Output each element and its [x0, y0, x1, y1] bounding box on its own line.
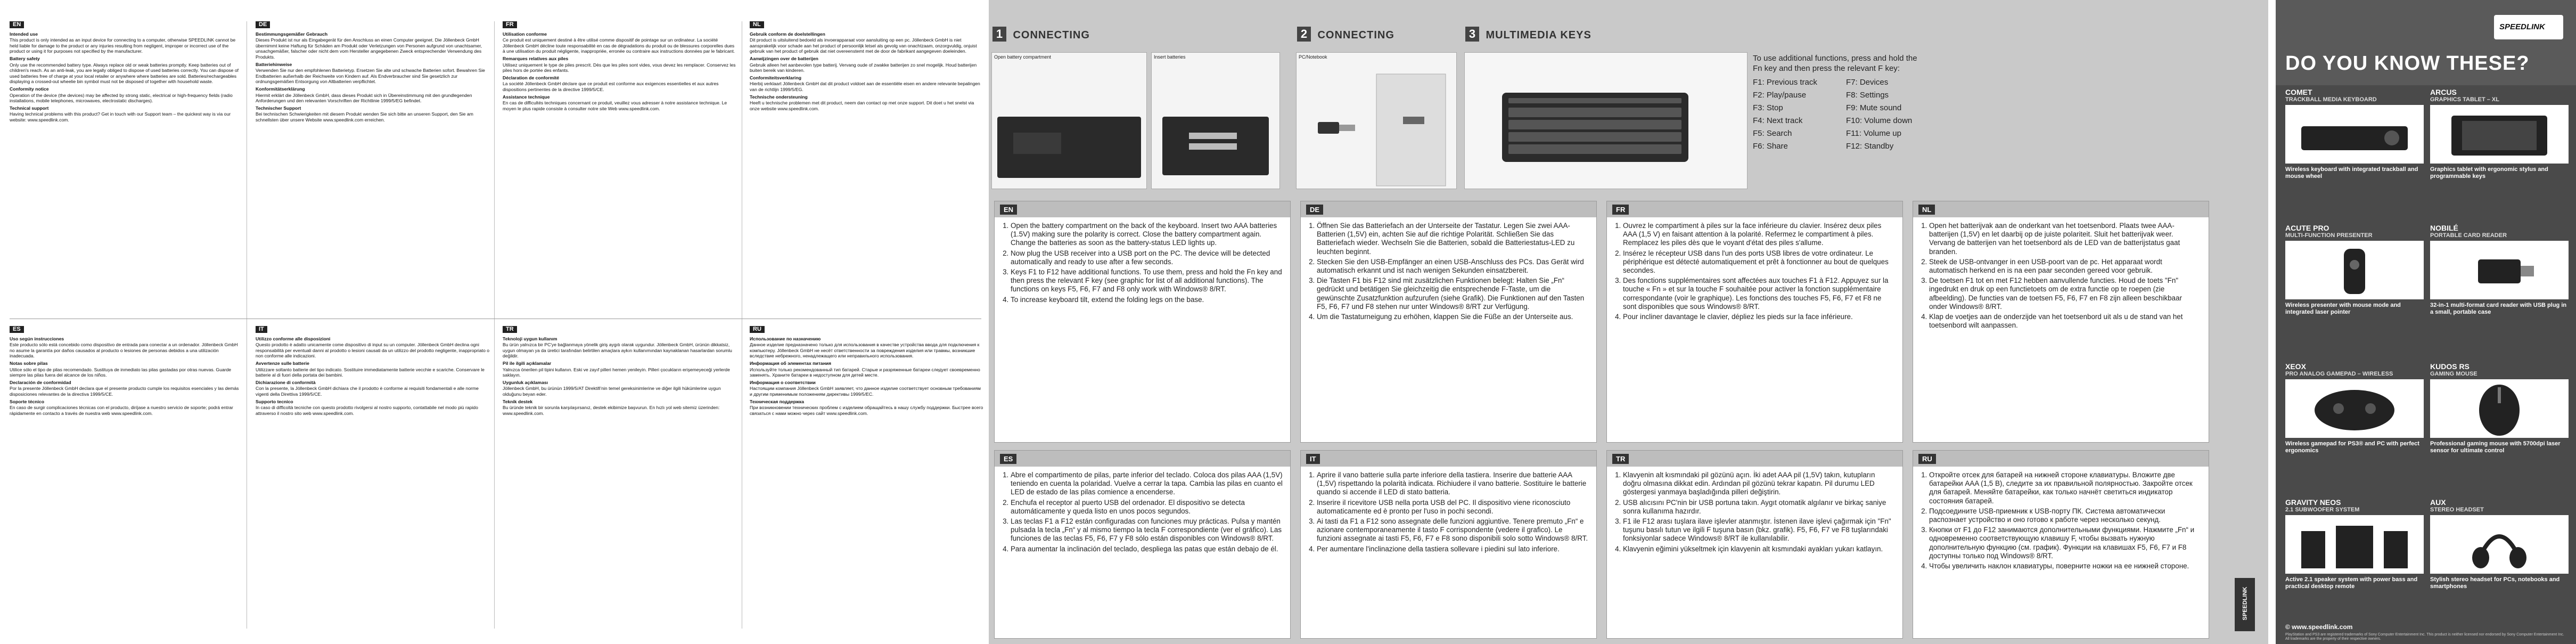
- instructions-nl: [1913, 201, 2209, 443]
- section-text: Having technical problems with this product? Get in touch with our Support team – the quickest way is via our website: www.speedlink.com.: [10, 111, 231, 123]
- product-image: [2430, 515, 2569, 574]
- section-title: Konformitätserklärung: [256, 86, 305, 92]
- section-title: Информация об элементах питания: [750, 360, 832, 366]
- instruction-step: 4. Чтобы увеличить наклон клавиатуры, поверните ножки на ее нижней стороне.: [1929, 562, 2201, 570]
- step-number: 2: [1297, 27, 1311, 42]
- product-image: [2285, 105, 2424, 164]
- section-text: Utilice sólo el tipo de pilas recomendado. Sustituya de inmediato las pilas gastadas por otras nuevas. Guarde siempre las pilas fuera del alcance de los niños.: [10, 366, 232, 378]
- section-title: Technische ondersteuning: [750, 94, 808, 100]
- instruction-step: 4. Klavyenin eğimini yükseltmek için klavyenin alt kısmındaki ayakları yukarı katlayın.: [1623, 545, 1895, 553]
- section-title: Gebruik conform de doelstellingen: [750, 31, 825, 37]
- language-code: DE: [256, 21, 270, 28]
- step-1-header: [992, 27, 1090, 42]
- section-text: Verwenden Sie nur den empfohlenen Batterietyp. Ersetzen Sie alte und schwache Batterien sofort. Bewahren Sie Endbatterien außerhalb der Reichweite von Kindern auf. Als Endverbraucher sind Sie gesetzlich zur ordnungsgemäßen Entsorgung von Altbatterien verpflichtet.: [256, 68, 485, 85]
- language-code: EN: [1000, 205, 1017, 215]
- section-title: Batteriehinweise: [256, 61, 292, 67]
- section-text: Dieses Produkt ist nur als Eingabegerät für den Anschluss an einen Computer geeignet. Die Jöllenbeck GmbH übernimmt keine Haftung für Schäden am Produkt oder Verletzungen von Personen aufgrund von unachtsamer, unsachgemäßer, falscher oder nicht dem vom Hersteller angegebenen Zweck entsprechender Verwendung des Produkts.: [256, 37, 482, 60]
- section-title: Teknoloji uygun kullanım: [503, 336, 557, 341]
- section-text: En caso de surgir complicaciones técnicas con el producto, diríjase a nuestro servicio de soporte; podrá entrar rápidamente en contacto a través de nuestra web www.speedlink.com.: [10, 405, 233, 416]
- language-code: ES: [1000, 454, 1016, 464]
- section-text: Используйте только рекомендованный тип батарей. Старые и разряженные батареи следует своевременно заменять. Храните батареи в недоступном для детей месте.: [750, 366, 980, 378]
- instructions-ru: [1913, 450, 2209, 639]
- step-title: MULTIMEDIA KEYS: [1486, 29, 1591, 42]
- brand-name: SPEEDLINK: [2499, 22, 2545, 31]
- instruction-step: 4. To increase keyboard tilt, extend the folding legs on the base.: [1011, 296, 1283, 304]
- product-ad-panel: [2276, 0, 2576, 644]
- product-description: Graphics tablet with ergonomic stylus and programmable keys: [2430, 166, 2548, 180]
- side-brand-label: SPEEDLINK: [2242, 586, 2249, 621]
- section-title: Remarques relatives aux piles: [503, 55, 569, 61]
- section-text: Hiermit erklärt die Jöllenbeck GmbH, dass dieses Produkt sich in Übereinstimmung mit den grundlegenden Anforderungen und den relevanten Vorschriften der Richtlinie 1999/5/EG befindet.: [256, 92, 472, 104]
- section-text: Gebruik alleen het aanbevolen type batterij. Vervang oude of zwakke batterijen zo snel mogelijk. Houd batterijen buiten bereik van kinderen.: [750, 62, 977, 74]
- product-card: [2285, 498, 2424, 590]
- instruction-step: 2. Now plug the USB receiver into a USB port on the PC. The device will be detected automatically and ready to use after a few seconds.: [1011, 249, 1283, 266]
- multimedia-list-right: [1846, 76, 1912, 153]
- product-card: [2430, 88, 2569, 180]
- fn-key-item: F10: Volume down: [1846, 116, 1913, 125]
- instruction-step: 3. Keys F1 to F12 have additional functions. To use them, press and hold the Fn key and then press the relevant F key (see graphic for list of all additional functions). The functions on keys F5, F6, F7 and F8 only work with Windows® 8/RT.: [1011, 268, 1283, 294]
- product-card: [2285, 88, 2424, 180]
- product-subtitle: PRO ANALOG GAMEPAD – WIRELESS: [2285, 371, 2393, 377]
- section-title: Supporto tecnico: [256, 398, 293, 404]
- pc-notebook-photo: [1296, 52, 1457, 189]
- product-description: Wireless gamepad for PS3® and PC with perfect ergonomics: [2285, 441, 2419, 454]
- section-title: Notas sobre pilas: [10, 360, 48, 366]
- fn-key-item: F4: Next track: [1753, 116, 1803, 125]
- language-code: DE: [1306, 205, 1323, 215]
- instruction-step: 4. Um die Tastaturneigung zu erhöhen, klappen Sie die Füße an der Unterseite aus.: [1317, 313, 1589, 321]
- product-description: Wireless keyboard with integrated trackball and mouse wheel: [2285, 166, 2418, 180]
- product-card: [2430, 498, 2569, 590]
- language-code: FR: [1612, 205, 1629, 215]
- section-title: Техническая поддержка: [750, 398, 804, 404]
- product-subtitle: GRAPHICS TABLET – XL: [2430, 96, 2499, 103]
- instruction-step: 1. Open the battery compartment on the back of the keyboard. Insert two AAA batteries (1.5V) making sure the polarity is correct. Close the battery compartment again. Change the batteries as soon as the battery-status LED lights up.: [1011, 222, 1283, 248]
- section-title: Technical support: [10, 105, 49, 111]
- instruction-panel: [989, 0, 2268, 644]
- language-code: IT: [1306, 454, 1320, 464]
- safety-column-es: [10, 326, 244, 624]
- keyboard-illustration: [1464, 52, 1748, 189]
- step-title: CONNECTING: [1317, 29, 1394, 42]
- instructions-fr: [1606, 201, 1903, 443]
- section-title: Déclaration de conformité: [503, 75, 560, 80]
- instruction-step: 1. Aprire il vano batterie sulla parte inferiore della tastiera. Inserire due batterie AAA (1,5V) rispettando la polarità indicata. Richiudere il vano batterie. Sostituire le batterie quando si accende il LED di stato batteria.: [1317, 471, 1589, 497]
- product-subtitle: MULTI-FUNCTION PRESENTER: [2285, 232, 2373, 239]
- instruction-step: 1. Ouvrez le compartiment à piles sur la face inférieure du clavier. Insérez deux piles AAA (1,5 V) en faisant attention à la polarité. Refermez le compartiment à piles. Remplacez les piles dès que le voyant d'état des piles s'allume.: [1623, 222, 1895, 248]
- section-text: This product is only intended as an input device for connecting to a computer, otherwise SPEEDLINK cannot be held liable for damage to the product or any injuries resulting from negligent, improper or incorrect use of the product or using it for purposes not specified by the manufacturer.: [10, 37, 236, 54]
- product-image: [2430, 241, 2569, 299]
- photo-caption: Open battery compartment: [994, 54, 1052, 60]
- product-description: 32-in-1 multi-format card reader with USB plug in a small, portable case: [2430, 302, 2567, 315]
- section-text: Dit product is uitsluitend bedoeld als invoerapparaat voor aansluiting op een pc. Jöllenbeck GmbH is niet aansprakelijk voor schade aan het product of persoonlijk letsel als gevolg van onachtzaam, onzorgvuldig, onjuist gebruik van het product of gebruik dat niet overeenstemt met de door de fabrikant aangegeven doeleinden.: [750, 37, 977, 54]
- section-title: Intended use: [10, 31, 38, 37]
- website-link[interactable]: © www.speedlink.com: [2285, 623, 2353, 631]
- product-image: [2430, 379, 2569, 438]
- product-card: [2430, 362, 2569, 454]
- section-title: Technischer Support: [256, 105, 301, 111]
- product-description: Wireless presenter with mouse mode and integrated laser pointer: [2285, 302, 2401, 315]
- instruction-step: 4. Para aumentar la inclinación del teclado, despliega las patas que están debajo de él.: [1011, 545, 1283, 553]
- section-title: Declaración de conformidad: [10, 379, 71, 385]
- language-code: RU: [1918, 454, 1936, 464]
- section-text: Данное изделие предназначено только для использования в качестве устройства ввода для подключения к компьютеру. Jöllenbeck GmbH не несёт ответственности за повреждения изделия или травмы, возникшие вследствие небрежного, ненадлежащего или неправильного использования.: [750, 342, 980, 359]
- product-name: ACUTE PRO: [2285, 224, 2329, 232]
- instruction-step: 2. Enchufa el receptor al puerto USB del ordenador. El dispositivo se detecta automáticamente y queda listo en unos pocos segundos.: [1011, 499, 1283, 516]
- fn-key-item: F11: Volume up: [1846, 129, 1901, 138]
- product-name: XEOX: [2285, 362, 2306, 371]
- section-title: Dichiarazione di conformità: [256, 379, 316, 385]
- photo-caption: Insert batteries: [1154, 54, 1186, 60]
- instruction-step: 3. Die Tasten F1 bis F12 sind mit zusätzlichen Funktionen belegt: Halten Sie „Fn“ gedrückt und betätigen Sie gleichzeitig die entsprechende F-Taste, um die gewünschte Zusatzfunktion aufzurufen (siehe Grafik). Die Funktionen auf den Tasten F5, F6, F7 und F8 stehen nur unter Windows® 8/RT zur Verfügung.: [1317, 276, 1589, 311]
- language-code: TR: [503, 326, 517, 333]
- section-text: Operation of the device (the devices) may be affected by strong static, electrical or high-frequency fields (radio installations, mobile telephones, microwaves, electrostatic discharges).: [10, 92, 233, 104]
- language-code: FR: [503, 21, 517, 28]
- safety-column-tr: [503, 326, 737, 624]
- instructions-de: [1300, 201, 1597, 443]
- section-text: Yalnızca önerilen pil tipini kullanın. Eski ve zayıf pilleri hemen yenileyin. Pilleri çocukların erişemeyeceği yerlerde saklayın.: [503, 366, 730, 378]
- brand-logo: [2494, 15, 2563, 39]
- instruction-step: 3. Кнопки от F1 до F12 занимаются дополнительными функциями. Нажмите „Fn“ и одновременно соответствующую клавишу F, чтобы вызвать нужную дополнительную функцию (см. график). Функции на клавишах F5, F6, F7 и F8 доступны только под Windows® 8/RT.: [1929, 526, 2201, 560]
- language-code: TR: [1612, 454, 1629, 464]
- insert-batteries-photo: [1151, 52, 1280, 189]
- instruction-step: 2. Подсоедините USB-приемник к USB-порту ПК. Система автоматически распознает устройство и оно готово к работе через несколько секунд.: [1929, 507, 2201, 524]
- section-text: Utilisez uniquement le type de piles prescrit. Dès que les piles sont vides, vous devez les remplacer. Conservez les piles hors de portée des enfants.: [503, 62, 736, 74]
- product-name: AUX: [2430, 498, 2446, 507]
- section-text: Only use the recommended battery type. Always replace old or weak batteries promptly. Keep batteries out of children's reach. As an anti-leak, you are legally obliged to dispose of used batteries correctly. You can dispose of used batteries free of charge at your local retailer or anywhere where batteries are sold. Batteries/rechargeables displaying a crossed-out wheelie bin symbol must not be disposed of together with household waste.: [10, 62, 239, 85]
- instructions-it: [1300, 450, 1597, 639]
- section-text: Bu ürün yalnızca bir PC'ye bağlanmaya yönelik giriş aygıtı olarak uygundur. Jöllenbeck GmbH, ürünün dikkatsiz, uygun olmayan ya da üretici tarafından belirtilen amaçlara aykırı kullanımından kaynaklanan hasarlardan sorumlu değildir.: [503, 342, 732, 359]
- section-text: Por la presente Jöllenbeck GmbH declara que el presente producto cumple los requisitos esenciales y las demás disposiciones relevantes de la directiva 1999/5/CE.: [10, 386, 239, 397]
- section-title: Использование по назначению: [750, 336, 821, 341]
- instruction-step: 2. Stecken Sie den USB-Empfänger an einen USB-Anschluss des PCs. Das Gerät wird automatisch erkannt und ist nach wenigen Sekunden einsatzbereit.: [1317, 258, 1589, 275]
- step-number: 1: [992, 27, 1006, 42]
- product-name: NOBILÉ: [2430, 224, 2458, 232]
- section-title: Информация о соответствии: [750, 379, 816, 385]
- section-title: Pil ile ilgili açıklamalar: [503, 360, 552, 366]
- section-text: In caso di difficoltà tecniche con questo prodotto rivolgersi al nostro supporto, contattabile nel modo più rapido attraverso il nostro sito web www.speedlink.com.: [256, 405, 478, 416]
- product-subtitle: TRACKBALL MEDIA KEYBOARD: [2285, 96, 2377, 103]
- instruction-step: 3. F1 ile F12 arası tuşlara ilave işlevler atanmıştır. İstenen ilave işlevi çağırmak için "Fn" tuşunu basılı tutun ve ilgili F tuşuna basın (bkz. grafik). F5, F6, F7 ve F8 tuşlarındaki fonksiyonlar sadece Windows® 8/RT ile kullanılabilir.: [1623, 517, 1895, 543]
- product-image: [2285, 379, 2424, 438]
- instruction-step: 1. Abre el compartimento de pilas, parte inferior del teclado. Coloca dos pilas AAA (1,5V) teniendo en cuenta la polaridad. Vuelve a cerrar la tapa. Cambia las pilas en cuanto el LED de estado de las pilas comience a encenderse.: [1011, 471, 1283, 497]
- battery-compartment-photo: [991, 52, 1147, 189]
- instruction-step: 2. USB alıcısını PC'nin bir USB portuna takın. Aygıt otomatik algılanır ve birkaç saniye sonra kullanıma hazırdır.: [1623, 499, 1895, 516]
- ad-headline: DO YOU KNOW THESE?: [2285, 52, 2530, 75]
- section-title: Bestimmungsgemäßer Gebrauch: [256, 31, 328, 37]
- product-name: COMET: [2285, 88, 2312, 96]
- product-image: [2285, 515, 2424, 574]
- instruction-step: 2. Inserire il ricevitore USB nella porta USB del PC. Il dispositivo viene riconosciuto automaticamente ed è pronto per l'uso in pochi secondi.: [1317, 499, 1589, 516]
- product-subtitle: STEREO HEADSET: [2430, 507, 2484, 513]
- fn-key-item: F1: Previous track: [1753, 78, 1817, 87]
- section-text: Bei technischen Schwierigkeiten mit diesem Produkt wenden Sie sich bitte an unseren Support, den Sie am schnellsten über unsere Website www.speedlink.com erreichen.: [256, 111, 473, 123]
- section-title: Conformiteitsverklaring: [750, 75, 801, 80]
- safety-column-fr: [503, 21, 737, 314]
- section-title: Uygunluk açıklaması: [503, 379, 548, 385]
- section-title: Utilizzo conforme alle disposizioni: [256, 336, 331, 341]
- product-description: Active 2.1 speaker system with power bass and practical desktop remote: [2285, 576, 2418, 590]
- safety-column-ru: [750, 326, 984, 624]
- fn-key-item: F9: Mute sound: [1846, 103, 1902, 112]
- step-title: CONNECTING: [1013, 29, 1090, 42]
- section-text: Hierbij verklaart Jöllenbeck GmbH dat dit product voldoet aan de essentiële eisen en andere relevante bepalingen van de richtlijn 1999/5/EG.: [750, 81, 980, 92]
- product-name: ARCUS: [2430, 88, 2457, 96]
- product-description: Stylish stereo headset for PCs, notebooks and smartphones: [2430, 576, 2560, 590]
- product-name: GRAVITY NEOS: [2285, 498, 2341, 507]
- language-code: EN: [10, 21, 24, 28]
- instructions-en: [994, 201, 1291, 443]
- section-text: La société Jöllenbeck GmbH déclare que ce produit est conforme aux exigences essentielles et aux autres dispositions pertinentes de la directive 1999/5/CE.: [503, 81, 719, 92]
- product-subtitle: GAMING MOUSE: [2430, 371, 2477, 377]
- section-title: Aanwijzingen over de batterijen: [750, 55, 818, 61]
- product-card: [2285, 224, 2424, 316]
- section-text: Jöllenbeck GmbH, bu ürünün 1999/5/AT Direktifi'nin temel gereksinimlerine ve diğer ilgili hükümlerine uygun olduğunu beyan eder.: [503, 386, 721, 397]
- section-title: Assistance technique: [503, 94, 550, 100]
- section-text: Настоящим компания Jöllenbeck GmbH заявляет, что данное изделие соответствует основным требованиям и другим применимым положениям директивы 1999/5/EC.: [750, 386, 981, 397]
- step-3-header: [1465, 27, 1591, 42]
- section-text: При возникновении технических проблем с изделием обращайтесь в нашу службу поддержки. Быстрее всего связаться с нами можно через сайт www.speedlink.com.: [750, 405, 983, 416]
- instruction-step: 1. Open het batterijvak aan de onderkant van het toetsenbord. Plaats twee AAA-batterijen (1,5V) en let daarbij op de juiste polariteit. Sluit het batterijvak weer. Vervang de batterijen van het toetsenbord als de LED van de batterijstatus gaat branden.: [1929, 222, 2201, 256]
- fn-key-item: F3: Stop: [1753, 103, 1783, 112]
- language-code: NL: [750, 21, 764, 28]
- photo-caption: PC/Notebook: [1299, 54, 1327, 60]
- fn-key-item: F8: Settings: [1846, 91, 1889, 100]
- product-image: [2285, 241, 2424, 299]
- product-image: [2430, 105, 2569, 164]
- section-text: Utilizzare soltanto batterie del tipo indicato. Sostituire immediatamente batterie vecchie e scariche. Conservare le batterie al di fuori della portata dei bambini.: [256, 366, 485, 378]
- instruction-step: 3. Ai tasti da F1 a F12 sono assegnate delle funzioni aggiuntive. Tenere premuto „Fn“ e azionare contemporaneamente il tasto F corrispondente (vedere il grafico). Le funzioni assegnate ai tasti F5, F6, F7 e F8 sono disponibili solo sotto Windows® 8/RT.: [1317, 517, 1589, 543]
- instruction-step: 4. Per aumentare l'inclinazione della tastiera sollevare i piedini sul lato inferiore.: [1317, 545, 1589, 553]
- section-text: Este producto sólo está concebido como dispositivo de entrada para conectar a un ordenador. Jöllenbeck GmbH no asume la garantía por daños causados al producto o lesiones de personas debidos a una utilización inadecuada.: [10, 342, 238, 359]
- language-code: IT: [256, 326, 267, 333]
- product-card: [2285, 362, 2424, 454]
- legal-footer: PlayStation and PS3 are registered trademarks of Sony Computer Entertainment Inc. This product is neither licensed nor endorsed by Sony Computer Entertainment Inc. All trademarks are the property of their respective owners.: [2285, 633, 2564, 641]
- instruction-step: 3. De toetsen F1 tot en met F12 hebben aanvullende functies. Houd de toets "Fn" ingedrukt en druk op een functietoets om de extra functie op te roepen (zie afbeelding). De functies van de toetsen F5, F6, F7 en F8 zijn alleen beschikbaar onder Windows® 8/RT.: [1929, 276, 2201, 311]
- instruction-step: 1. Öffnen Sie das Batteriefach an der Unterseite der Tastatur. Legen Sie zwei AAA-Batterien (1,5V) ein, achten Sie auf die richtige Polarität. Schließen Sie das Batteriefach wieder. Wechseln Sie die Batterien, sobald die Batteriestatus-LED zu leuchten beginnt.: [1317, 222, 1589, 256]
- language-code: RU: [750, 326, 765, 333]
- section-title: Soporte técnico: [10, 398, 44, 404]
- multimedia-list-left: [1753, 76, 1817, 153]
- product-description: Professional gaming mouse with 5700dpi laser sensor for ultimate control: [2430, 441, 2561, 454]
- step-number: 3: [1465, 27, 1479, 42]
- section-text: Ce produit est uniquement destiné à être utilisé comme dispositif de pointage sur un ordinateur. La société Jöllenbeck GmbH décline toute responsabilité en cas de dégradations du produit ou de blessures corporelles dues à une utilisation du produit négligente, inappropriée, erronée ou contraire aux instructions données par le fabricant.: [503, 37, 735, 54]
- safety-column-nl: [750, 21, 984, 314]
- section-text: Bu üründe teknik bir sorunla karşılaşırsanız, destek ekibimize başvurun. En hızlı yol web sitemiz üzerinden: www.speedlink.com.: [503, 405, 720, 416]
- section-title: Uso según instrucciones: [10, 336, 64, 341]
- fn-key-item: F2: Play/pause: [1753, 91, 1807, 100]
- section-text: Con la presente, la Jöllenbeck GmbH dichiara che il prodotto è conforme ai requisiti fondamentali e alle norme vigenti della Direttiva 1999/5/CE.: [256, 386, 479, 397]
- instruction-step: 4. Pour incliner davantage le clavier, dépliez les pieds sur la face inférieure.: [1623, 313, 1895, 321]
- section-title: Avvertenze sulle batterie: [256, 360, 309, 366]
- fn-key-item: F6: Share: [1753, 142, 1788, 151]
- section-title: Conformity notice: [10, 86, 49, 92]
- instruction-step: 3. Des fonctions supplémentaires sont affectées aux touches F1 à F12. Appuyez sur la touche « Fn » et sur la touche F souhaitée pour activer la fonction supplémentaire correspondante (voir le graphique). Les fonctions des touches F5, F6, F7 et F8 ne sont disponibles que sous Windows® 8/RT.: [1623, 276, 1895, 311]
- instruction-step: 3. Las teclas F1 a F12 están configuradas con funciones muy prácticas. Pulsa y mantén pulsada la tecla „Fn“ y al mismo tiempo la tecla F correspondiente (ver el gráfico). Las funciones de las teclas F5, F6, F7 y F8 sólo están disponibles con Windows® 8/RT.: [1011, 517, 1283, 543]
- instruction-step: 1. Klavyenin alt kısmındaki pil gözünü açın. İki adet AAA pil (1,5V) takın, kutupların doğru olmasına dikkat edin. Ardından pil gözünü tekrar kapatın. Pil durumu LED göstergesi yanmaya başladığında pilleri değiştirin.: [1623, 471, 1895, 497]
- section-title: Teknik destek: [503, 398, 533, 404]
- fn-key-item: F5: Search: [1753, 129, 1792, 138]
- instruction-step: 2. Insérez le récepteur USB dans l'un des ports USB libres de votre ordinateur. Le périphérique est détecté automatiquement et prêt à fonctionner au bout de quelques secondes.: [1623, 249, 1895, 275]
- language-code: ES: [10, 326, 24, 333]
- section-text: Heeft u technische problemen met dit product, neem dan contact op met onze support. Dit doet u het snelst via onze website www.speedlink.com.: [750, 100, 974, 111]
- section-text: Questo prodotto è adatto unicamente come dispositivo di input su un computer. Jöllenbeck GmbH declina ogni responsabilità per eventuali danni al prodotto o lesioni causati da un utilizzo del prodotto negligente, inappropriato o non conforme alle indicazioni.: [256, 342, 490, 359]
- section-title: Utilisation conforme: [503, 31, 547, 37]
- fn-key-item: F7: Devices: [1846, 78, 1889, 87]
- instruction-step: 2. Steek de USB-ontvanger in een USB-poort van de pc. Het apparaat wordt automatisch herkend en is na een paar seconden gereed voor gebruik.: [1929, 258, 2201, 275]
- instruction-step: 1. Откройте отсек для батарей на нижней стороне клавиатуры. Вложите две батарейки AAA (1,5 В), следите за их правильной полярностью. Закройте отсек для батарей. Меняйте батарейки, как только начнёт светиться индикатор состояния батарей.: [1929, 471, 2201, 506]
- language-code: NL: [1918, 205, 1935, 215]
- side-brand-strip: [2235, 578, 2255, 631]
- product-subtitle: 2.1 SUBWOOFER SYSTEM: [2285, 507, 2360, 513]
- product-subtitle: PORTABLE CARD READER: [2430, 232, 2507, 239]
- step-2-header: [1297, 27, 1394, 42]
- instruction-step: 4. Klap de voetjes aan de onderzijde van het toetsenbord uit als u de stand van het toetsenbord wilt aanpassen.: [1929, 313, 2201, 330]
- section-title: Battery safety: [10, 55, 40, 61]
- section-text: En cas de difficultés techniques concernant ce produit, veuillez vous adresser à notre assistance technique. Le moyen le plus rapide consiste à consulter notre site Web www.speedlink.com.: [503, 100, 727, 111]
- product-card: [2430, 224, 2569, 316]
- safety-column-en: [10, 21, 244, 314]
- safety-column-it: [256, 326, 490, 624]
- product-name: KUDOS RS: [2430, 362, 2470, 371]
- multimedia-intro: To use additional functions, press and hold the Fn key and then press the relevant F key:: [1753, 54, 1917, 73]
- instructions-tr: [1606, 450, 1903, 639]
- safety-column-de: [256, 21, 490, 314]
- fn-key-item: F12: Standby: [1846, 142, 1894, 151]
- instructions-es: [994, 450, 1291, 639]
